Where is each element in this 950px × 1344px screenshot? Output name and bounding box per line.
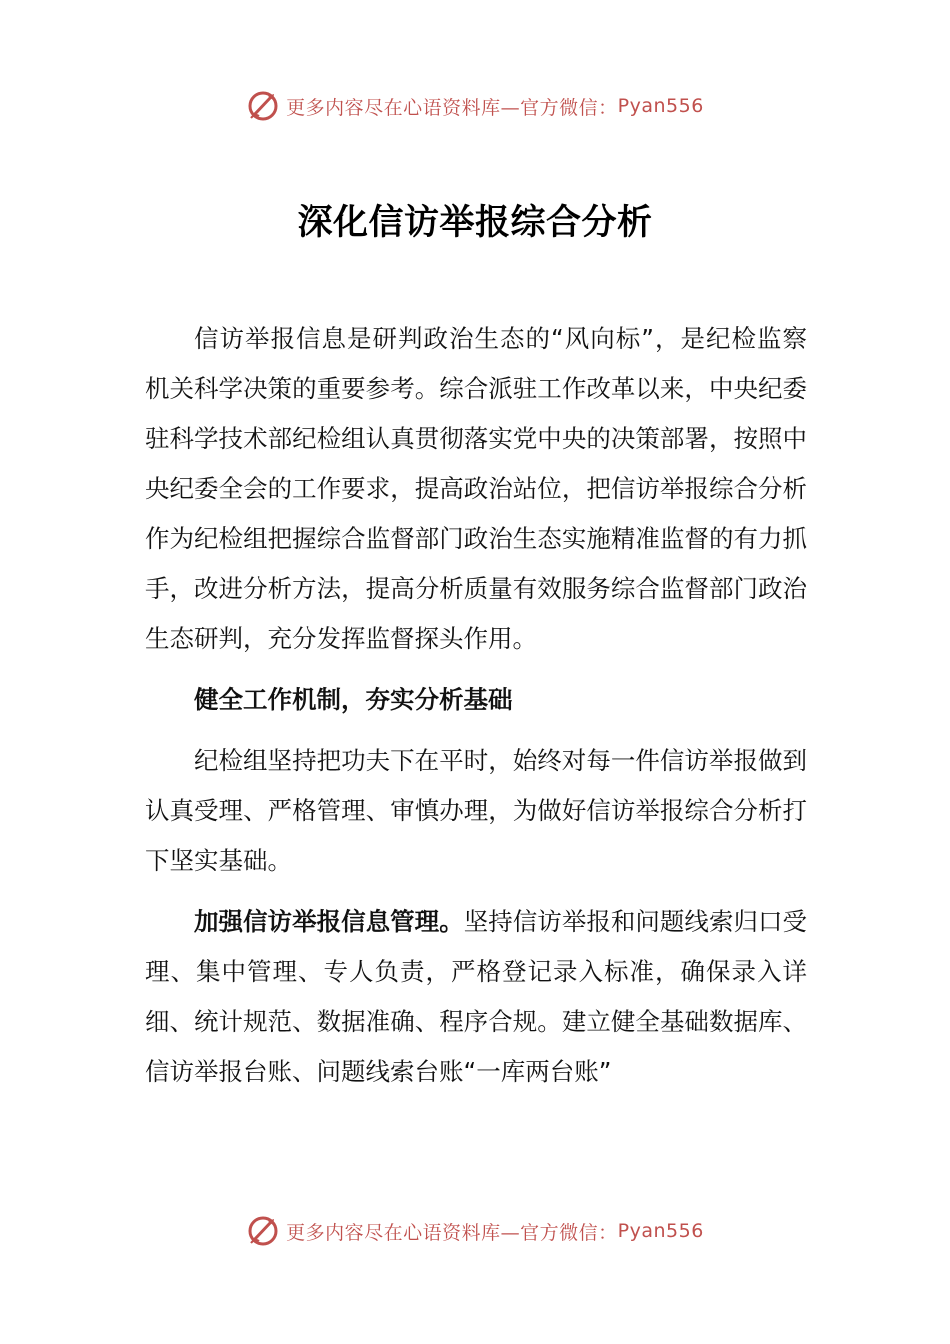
paragraph-intro-text: 信访举报信息是研判政治生态的“风向标”，是纪检监察机关科学决策的重要参考。综合派驻工作改革以来，中央纪委驻科学技术部纪检组认真贯彻落实党中央的决策部署，按照中央纪委全会的工作要求，提高政治站位，把信访举报综合分析作为纪检组把握综合监督部门政治生态实施精准监督的有力抓手，改进分析方法，提高分析质量有效服务综合监督部门政治生态研判，充分发挥监督探头作用。	[145, 324, 807, 653]
paragraph-section-intro	[145, 736, 807, 886]
watermark-wechat-id: Pyan556	[617, 1220, 704, 1242]
footer-watermark	[0, 1211, 950, 1251]
watermark-text: 更多内容尽在心语资料库—官方微信：	[286, 96, 618, 119]
document-body	[145, 314, 807, 1108]
paragraph-section-intro-text: 纪检组坚持把功夫下在平时，始终对每一件信访举报做到认真受理、严格管理、审慎办理，为做好信访举报综合分析打下坚实基础。	[145, 746, 807, 875]
header-watermark	[0, 86, 950, 126]
section-heading	[145, 675, 807, 725]
paragraph-info-management-text: 坚持信访举报和问题线索归口受理、集中管理、专人负责，严格登记录入标准，确保录入详细、统计规范、数据准确、程序合规。建立健全基础数据库、信访举报台账、问题线索台账“一库两台账”	[145, 907, 808, 1086]
paragraph-intro	[145, 314, 807, 664]
paragraph-info-management	[145, 897, 807, 1097]
document-title: 深化信访举报综合分析	[297, 203, 653, 244]
pen-circle-logo-icon	[246, 1214, 280, 1248]
pen-circle-logo-icon	[246, 89, 280, 123]
watermark-text: 更多内容尽在心语资料库—官方微信：	[286, 1221, 618, 1244]
paragraph-lead-phrase: 加强信访举报信息管理。	[194, 907, 464, 936]
section-heading-text: 健全工作机制，夯实分析基础	[194, 685, 513, 714]
watermark-wechat-id: Pyan556	[617, 95, 704, 117]
